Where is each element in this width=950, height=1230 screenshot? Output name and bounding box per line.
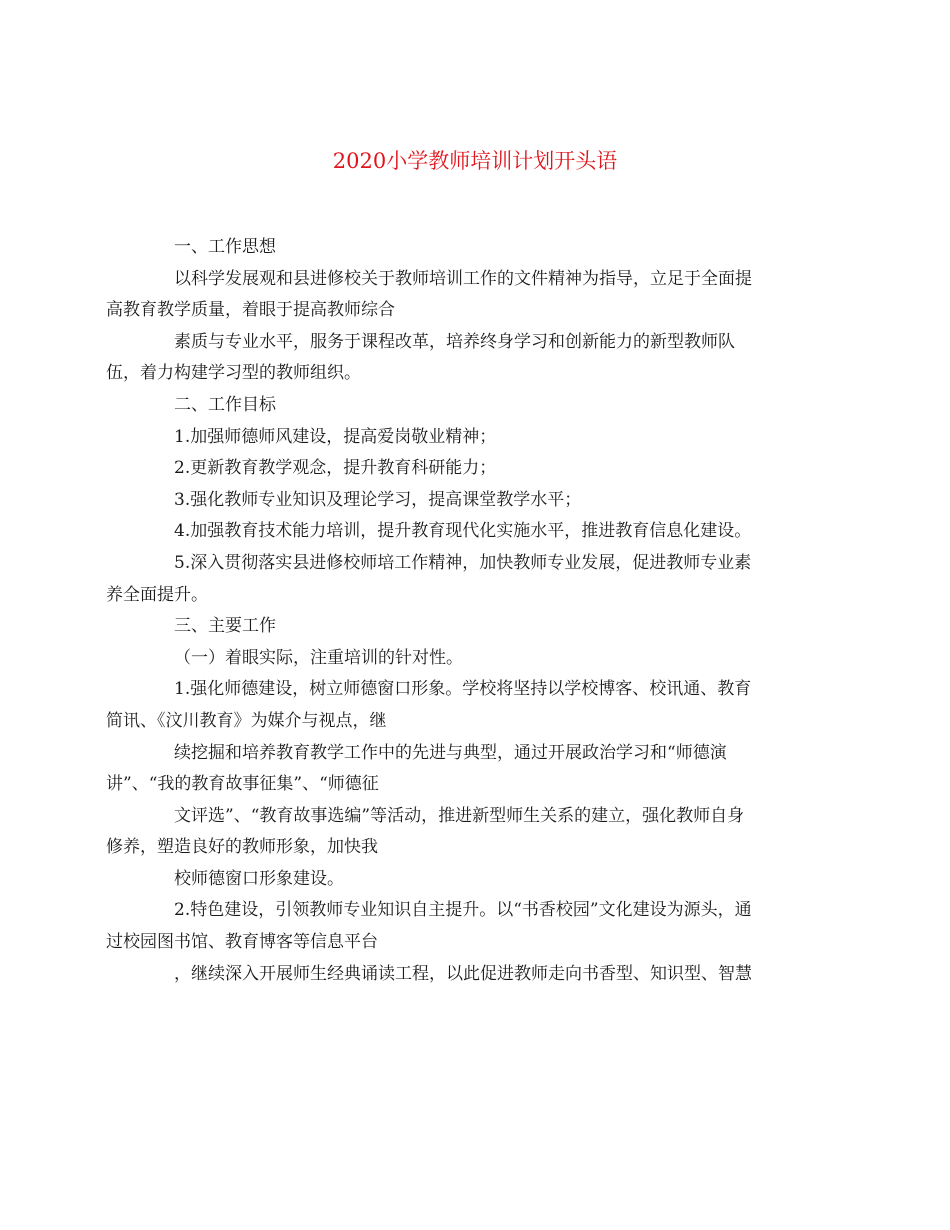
paragraph-line: 4.加强教育技术能力培训，提升教育现代化实施水平，推进教育信息化建设。 bbox=[174, 521, 752, 542]
paragraph-line: ，继续深入开展师生经典诵读工程，以此促进教师走向书香型、知识型、智慧 bbox=[174, 963, 752, 984]
paragraph bbox=[140, 390, 820, 422]
paragraph-line: （一）着眼实际，注重培训的针对性。 bbox=[174, 647, 463, 668]
paragraph-line: 三、主要工作 bbox=[174, 616, 276, 637]
paragraph bbox=[140, 864, 820, 896]
paragraph-line: 2.更新教育教学观念，提升教育科研能力； bbox=[174, 458, 497, 479]
paragraph bbox=[106, 895, 820, 958]
paragraph bbox=[106, 801, 820, 864]
paragraph-line: 1.加强师德师风建设，提高爱岗敬业精神； bbox=[174, 426, 497, 447]
paragraph-line: 简讯、《汶川教育》为媒介与视点，继 bbox=[106, 710, 387, 731]
paragraph bbox=[140, 611, 820, 643]
paragraph bbox=[140, 232, 820, 264]
paragraph-line: 校师德窗口形象建设。 bbox=[174, 868, 344, 889]
paragraph-line: 以科学发展观和县进修校关于教师培训工作的文件精神为指导，立足于全面提 bbox=[174, 268, 752, 289]
paragraph-line: 2.特色建设，引领教师专业知识自主提升。以“书香校园”文化建设为源头，通 bbox=[174, 900, 752, 921]
paragraph-line: 文评选”、“教育故事选编”等活动，推进新型师生关系的建立，强化教师自身 bbox=[174, 805, 745, 826]
paragraph bbox=[106, 327, 820, 390]
paragraph-line: 讲”、“我的教育故事征集”、“师德征 bbox=[106, 774, 379, 795]
paragraph bbox=[140, 485, 820, 517]
paragraph bbox=[106, 548, 820, 611]
paragraph-line: 素质与专业水平，服务于课程改革，培养终身学习和创新能力的新型教师队 bbox=[174, 331, 735, 352]
paragraph-line: 3.强化教师专业知识及理论学习，提高课堂教学水平； bbox=[174, 489, 582, 510]
paragraph-line: 5.深入贯彻落实县进修校师培工作精神，加快教师专业发展，促进教师专业素 bbox=[174, 552, 752, 573]
paragraph-line: 一、工作思想 bbox=[174, 237, 276, 257]
paragraph bbox=[140, 422, 820, 454]
paragraph bbox=[106, 264, 820, 327]
document-body bbox=[106, 232, 820, 990]
paragraph-line: 1.强化师德建设，树立师德窗口形象。学校将坚持以学校博客、校讯通、教育 bbox=[174, 679, 752, 700]
paragraph-line: 高教育教学质量，着眼于提高教师综合 bbox=[106, 300, 395, 321]
paragraph-line: 二、工作目标 bbox=[174, 394, 276, 415]
paragraph bbox=[140, 959, 820, 991]
paragraph bbox=[106, 738, 820, 801]
paragraph-line: 续挖掘和培养教育教学工作中的先进与典型，通过开展政治学习和“师德演 bbox=[174, 742, 727, 763]
document-title: 2020小学教师培训计划开头语 bbox=[332, 149, 618, 173]
paragraph-line: 伍，着力构建学习型的教师组织。 bbox=[106, 363, 361, 384]
paragraph-line: 修养，塑造良好的教师形象，加快我 bbox=[106, 837, 378, 858]
paragraph bbox=[106, 674, 820, 737]
paragraph bbox=[140, 516, 820, 548]
paragraph-line: 养全面提升。 bbox=[106, 584, 208, 605]
paragraph-line: 过校园图书馆、教育博客等信息平台 bbox=[106, 932, 378, 953]
paragraph bbox=[140, 453, 820, 485]
paragraph bbox=[140, 643, 820, 675]
